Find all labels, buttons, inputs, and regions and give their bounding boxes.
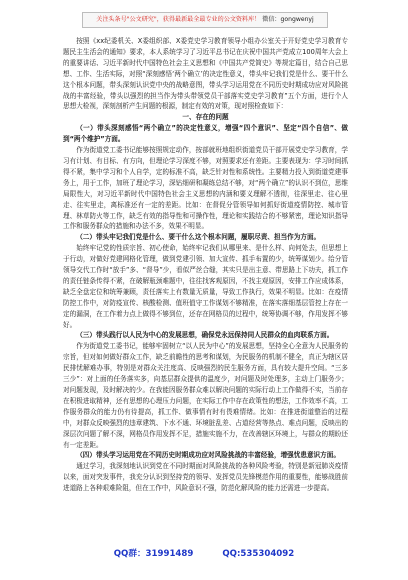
body-paragraph: 作为街道党工委书记，能够牢固树立“以人民为中心”的发展思想，坚持全心全意为人民服务的宗旨，但对如何做好群众工作，缺乏前瞻性的思考和谋划，为民服务的机制不健全，真正为辖区居民排忧解难办事，特别是对群众关注度高、反映强烈的民生服务方面，具有较大提升空间。“三多三少”：对上面的任务落实多，向基层群众提供的温度少，对问题及时处理多，主动上门服务少；对问题发现，及时解决的少。在我能因服务群众难以解决问题的实际行动上工作做得不实，当前存在积极进取精神，还有思想的心理压力问题，在实际工作中存在政策性的想法，工作效率不高，工作服务群众的能力仍有待提高，抓工作、做事情有时有畏难情绪。比如：在推进街道整治的过程中，对群众反映强烈的违章建筑、下水不通、环境脏乱差、占道经营等热点、难点问题，反映出的深层次问题了解不深，网格员作用发挥不足，措施实施不力，在改善辖区环境上，与群众的期盼还有一定差距。 (63, 342, 348, 449)
document-body (63, 36, 348, 541)
banner-promo-text: 关注头条号"公文研究"，获得最新最全最专业的公文资料库！ (96, 16, 261, 23)
body-paragraph: 作为街道党工委书记能够按照规定动作，按部就班地组织街道党员干部开展党史学习教育，学习有计划、有目标、有方向，但理论学习深度不够，对照要求还有差距。主要表现为：学习时间抓得不紧，集中学习和个人自学，定的标准不高，缺乏针对性和系统性。主要精力投入到街道党建事务上，用于工作，加班了理论学习，深钻细研和凝练总结不够，对“两个确立”的认识不到位，思维局限性大，对习近平新时代中国特色社会主义思想的内涵和要义理解不透彻，往深里走、往心里走、往实里走，离标准还有一定的差距。比如：在督促分管领导如何抓好街道疫情防控、城市管理、林草防火等工作，缺乏有效的指导性和可操作性，理论和实践结合的不够紧密，理论知识指导工作和服务群众的措施和办法不多，效果不明显。 (63, 146, 348, 231)
header-banner (82, 12, 328, 28)
banner-wechat-text: 微信：gongwenyj (262, 16, 314, 23)
subsection-heading: （三）带头践行以人民为中心的发展思想，确保党永远保持同人民群众的血肉联系方面。 (76, 331, 334, 340)
subsection-heading: （四）带头学习运用党在不同历史时期成功应对风险挑战的丰富经验，增强忧患意识方面。 (76, 451, 340, 460)
subsection-heading: （一）带头深刻感悟“两个确立”的决定性意义，增强“四个意识”、坚定“四个自信”、做到“两个维护”方面。 (63, 124, 348, 144)
footer-contacts (0, 547, 408, 559)
body-paragraph: 按照《xx纪委机关、X委组织部、X委党史学习教育领导小组办公室关于开好党史学习教育专题民主生活会的通知》要求，本人系统学习了习近平总书记在庆祝中国共产党成立100周年大会上的重要讲话、习近平新时代中国特色社会主义思想和《中国共产党简史》等规定篇目，结合自己思想、工作、生活实际，对照“深刻感悟‘两个确立’的决定性意义，带头牢记我们党是什么、要干什么这个根本问题，带头深刻认识党中央的战略意图，带头学习运用党在不同历史时期成功应对风险挑战的丰富经验，带头以强烈的担当作为带头带领党员干部落实党史学习教育”五个方面，进行个人思想大检视，深刻剖析产生问题的根源，制定有效的对策，现对照检查如下： (63, 37, 348, 111)
body-paragraph: 始终牢记党的性质宗旨、初心使命，始终牢记我们从哪里来、是什么样、向何处去，但思想上于行动，对做好党建网格化管理，做到党建引领、加大宣传、抓手布置的少，统筹谋划少。给分管领导交代工作时“放手”多、“督导”少，看似严丝合缝，其实只是出主意、带思路上下功夫，抓工作的责任链条传得不紧，在破解瓶颈难题中，往往找客观原因，不找主观原因，安排工作应成体系，缺乏全盘定位和统筹兼顾，责任落实上有数量无质量，导致工作执行，效果不明显。比如：在疫情防控工作中，对防疫宣传、核酸检测、值班值守工作谋划不够精准，在落实落细基层管控上存在一定的漏洞，在工作着力点上做得不够到位，还存在网格员的过程中，统筹协调不够，作用发挥不够好。 (63, 244, 348, 329)
subsection-heading: （二）带头牢记我们党是什么、要干什么这个根本问题，履职尽责、担当作为方面。 (76, 233, 321, 242)
body-paragraph: 通过学习，我深刻地认识到党在不同时期面对风险挑战的各种风险考验，特别是新冠肺炎疫情以来，面对突发事件，我充分认识到坚持党的领导、发挥党员先锋模范作用的重要性，能够战胜前进道路上各种艰难险阻，但在工作中，风险意识不强，防范化解风险的能力还需进一步提高。 (63, 462, 348, 493)
qq-group-text: QQ群：31991489 (113, 549, 194, 559)
qq-number-text: QQ:535304092 (222, 549, 295, 559)
section-heading: 一、存在的问题 (182, 113, 229, 122)
